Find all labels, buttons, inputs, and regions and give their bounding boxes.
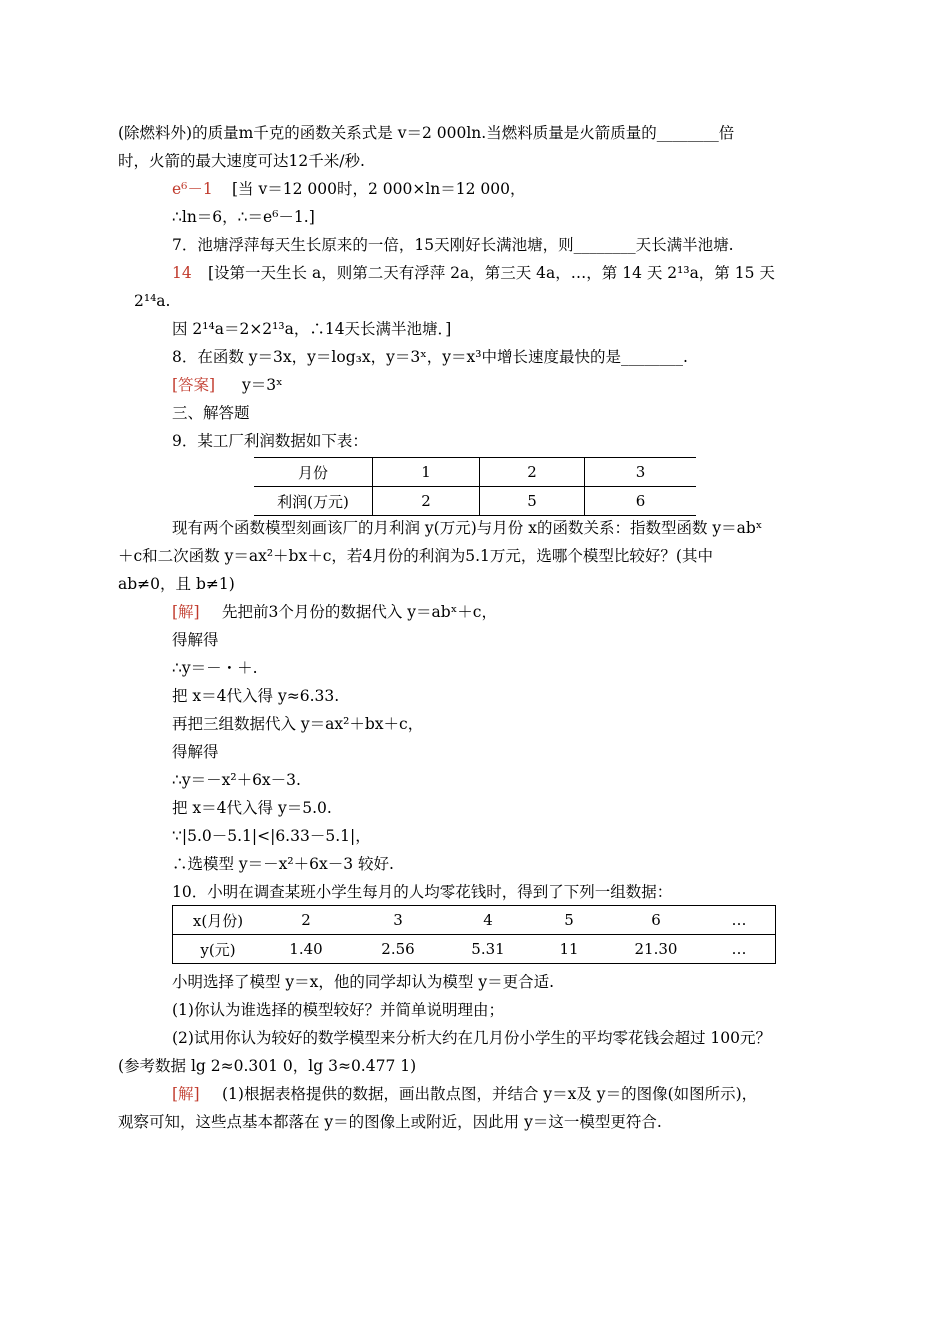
text-line: ∴选模型 y＝－x²＋6x－3 较好. bbox=[172, 855, 394, 873]
text-line: [当 v＝12 000时，2 000×ln＝12 000， bbox=[232, 180, 526, 198]
text-line: ＋c和二次函数 y＝ax²＋bx＋c，若4月份的利润为5.1万元，选哪个模型比较好？(其中 bbox=[118, 547, 713, 565]
text-line: (2)试用你认为较好的数学模型来分析大约在几月份小学生的平均零花钱会超过 100元？ bbox=[172, 1029, 771, 1047]
table-row bbox=[173, 906, 776, 935]
table-cell: x(月份) bbox=[173, 906, 264, 935]
table-cell: 3 bbox=[585, 458, 697, 487]
table-cell: 6 bbox=[609, 906, 703, 935]
answer-value: y＝3ˣ bbox=[242, 376, 283, 394]
text-line: (除燃料外)的质量m千克的函数关系式是 v＝2 000ln.当燃料质量是火箭质量的________倍 bbox=[118, 124, 735, 142]
text-line: 2¹⁴a. bbox=[134, 292, 171, 310]
text-line: (1)你认为谁选择的模型较好？并简单说明理由； bbox=[172, 1001, 504, 1019]
answer-value: e⁶－1 bbox=[172, 180, 213, 198]
profit-table bbox=[254, 457, 696, 516]
text-line: [设第一天生长 a，则第二天有浮萍 2a，第三天 4a，…，第 14 天 2¹³a，第 15 天 bbox=[208, 264, 775, 282]
text-line: 得解得 bbox=[172, 743, 219, 761]
solution-label: [解] bbox=[172, 603, 200, 621]
text-line: 再把三组数据代入 y＝ax²＋bx＋c， bbox=[172, 715, 424, 733]
table-cell: 2 bbox=[480, 458, 585, 487]
allowance-table bbox=[172, 905, 776, 964]
text-line: ∴ln＝6，∴＝e⁶－1.] bbox=[172, 208, 315, 226]
question-8: 8．在函数 y＝3x，y＝log₃x，y＝3ˣ，y＝x³中增长速度最快的是________. bbox=[172, 348, 688, 366]
text-line: 得解得 bbox=[172, 631, 219, 649]
text-line: 因 2¹⁴a＝2×2¹³a，∴14天长满半池塘．] bbox=[172, 320, 452, 338]
question-7: 7．池塘浮萍每天生长原来的一倍，15天刚好长满池塘，则________天长满半池塘. bbox=[172, 236, 734, 254]
text-line: ab≠0，且 b≠1) bbox=[118, 575, 235, 593]
text-line: (参考数据 lg 2≈0.301 0，lg 3≈0.477 1) bbox=[118, 1057, 417, 1075]
table-cell: 21.30 bbox=[634, 940, 678, 958]
solution-label: [解] bbox=[172, 1085, 200, 1103]
text-line: 小明选择了模型 y＝x，他的同学却认为模型 y＝更合适. bbox=[172, 973, 555, 991]
text-line: ∴y＝－x²＋6x－3. bbox=[172, 771, 301, 789]
table-cell: 利润(万元) bbox=[254, 487, 373, 516]
text-line: 先把前3个月份的数据代入 y＝abˣ＋c， bbox=[222, 603, 497, 621]
table-cell: 6 bbox=[585, 487, 697, 516]
table-row bbox=[254, 487, 696, 516]
table-cell: 4 bbox=[447, 906, 529, 935]
table-cell: 11 bbox=[559, 940, 579, 958]
table-cell: … bbox=[703, 906, 776, 935]
table-cell: 2 bbox=[263, 906, 349, 935]
text-line: 把 x＝4代入得 y＝5.0. bbox=[172, 799, 332, 817]
text-line: ∴y＝－・＋. bbox=[172, 659, 258, 677]
table-cell: 5 bbox=[480, 487, 585, 516]
table-cell: 5.31 bbox=[471, 940, 505, 958]
table-cell: … bbox=[731, 940, 747, 958]
table-cell: 3 bbox=[349, 906, 447, 935]
table-cell: 5 bbox=[529, 906, 609, 935]
text-line: 把 x＝4代入得 y≈6.33. bbox=[172, 687, 340, 705]
text-line: 观察可知，这些点基本都落在 y＝的图像上或附近，因此用 y＝这一模型更符合. bbox=[118, 1113, 662, 1131]
table-cell: y(元) bbox=[200, 940, 236, 959]
answer-label: [答案] bbox=[172, 376, 216, 394]
question-10: 10．小明在调查某班小学生每月的人均零花钱时，得到了下列一组数据： bbox=[172, 883, 673, 901]
question-9: 9．某工厂利润数据如下表： bbox=[172, 432, 368, 450]
answer-value: 14 bbox=[172, 264, 192, 282]
table-cell: 2.56 bbox=[381, 940, 415, 958]
section-heading: 三、解答题 bbox=[172, 404, 250, 422]
text-line: (1)根据表格提供的数据，画出散点图，并结合 y＝x及 y＝的图像(如图所示)， bbox=[222, 1085, 758, 1103]
text-line: 现有两个函数模型刻画该厂的月利润 y(万元)与月份 x的函数关系：指数型函数 y＝abˣ bbox=[172, 519, 763, 537]
table-row bbox=[254, 458, 696, 487]
table-cell: 2 bbox=[373, 487, 480, 516]
table-cell: 月份 bbox=[254, 458, 373, 487]
table-row bbox=[173, 935, 776, 964]
table-cell: 1 bbox=[373, 458, 480, 487]
text-line: 时，火箭的最大速度可达12千米/秒. bbox=[118, 152, 365, 170]
table-cell: 1.40 bbox=[289, 940, 323, 958]
text-line: ∵|5.0－5.1|<|6.33－5.1|， bbox=[172, 827, 371, 845]
